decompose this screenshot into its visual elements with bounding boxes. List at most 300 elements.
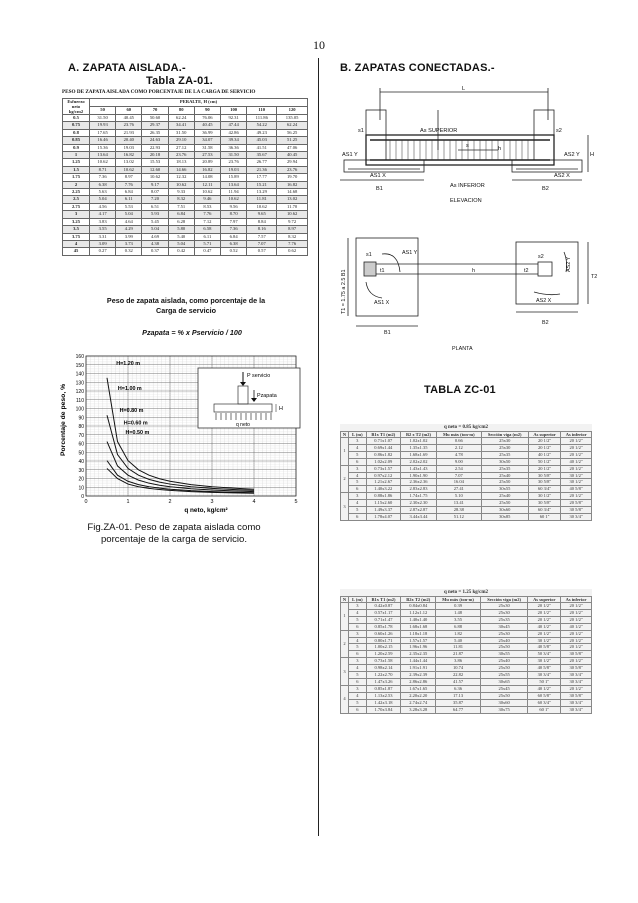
table-cell: 135.05	[277, 115, 308, 122]
table-cell: 25x50	[481, 500, 528, 507]
table-cell: 4	[349, 665, 367, 672]
table-cell: 30 1/2"	[528, 493, 561, 500]
table-row	[341, 493, 592, 500]
table-cell: 25x40	[480, 637, 527, 644]
table-cell: 23.76	[221, 159, 247, 166]
table-cell: 19.70	[277, 174, 308, 181]
table-cell: 39.34	[221, 137, 247, 144]
series-label: H=0.60 m	[123, 420, 148, 427]
col-header-80: 80	[168, 107, 194, 115]
table-row	[341, 692, 592, 699]
table-cell: 6.84	[221, 233, 247, 240]
group-n: 2	[341, 465, 349, 493]
table-cell: 19.03	[221, 166, 247, 173]
table-cell: 30 5/8"	[528, 500, 561, 507]
table-cell: 0.62	[277, 248, 308, 255]
row-stress: 3	[63, 211, 90, 218]
table-cell: 10.74	[436, 665, 481, 672]
table-cell: 20 1/2"	[528, 616, 561, 623]
table-cell: 3.73	[116, 240, 142, 247]
table-cell: 60 3/4"	[528, 699, 561, 706]
series-label: H=1.20 m	[116, 360, 141, 367]
caption-line-2: porcentaje de la carga de servicio.	[100, 534, 248, 545]
table-cell: 0.71x1.07	[366, 438, 401, 445]
table-cell: 0.57	[247, 248, 277, 255]
table-row	[341, 678, 592, 685]
table-cell: 8.32	[277, 233, 308, 240]
table-cell: 25x30	[481, 444, 528, 451]
table-cell: 9.65	[247, 211, 277, 218]
table-cell: 40.45	[194, 122, 220, 129]
x-tick-label: 0	[84, 499, 88, 505]
plan-b1: B1	[384, 330, 391, 336]
inset-h: H	[279, 406, 283, 412]
elev-as-sup: As SUPERIOR	[420, 128, 458, 134]
table-cell: 21.36	[247, 166, 277, 173]
elev-as2x: AS2 X	[554, 173, 570, 179]
y-tick-label: 60	[78, 441, 84, 448]
table-cell: 20 1/2"	[528, 609, 561, 616]
table-cell: 49.23	[247, 129, 277, 136]
table-cell: 1.91x1.91	[401, 665, 436, 672]
table-cell: 2.30x2.30	[401, 500, 437, 507]
table-row	[63, 115, 308, 122]
table-cell: 62.24	[168, 115, 194, 122]
table-row	[63, 196, 308, 203]
table-row	[341, 699, 592, 706]
table-cell: 3.44x3.44	[401, 513, 437, 520]
table-cell: 20 1/2"	[561, 637, 592, 644]
corner-line-3: kg/cm2	[68, 109, 84, 114]
section-a-subheading: Tabla ZA-01.	[146, 75, 213, 87]
table-cell: 30 3/4"	[528, 672, 561, 679]
table-cell: 0.85x1.87	[366, 685, 401, 692]
table-cell: 0.88x1.86	[366, 493, 401, 500]
table-cell: 40 5/8"	[561, 486, 592, 493]
table-cell: 3.09	[90, 240, 116, 247]
table-cell: 5.10	[437, 493, 482, 500]
table-cell: 21.87	[436, 651, 481, 658]
table-cell: 11.81	[247, 196, 277, 203]
table-cell: 40 1/2"	[528, 623, 561, 630]
table-cell: 5	[349, 644, 367, 651]
table-cell: 25x40	[481, 472, 528, 479]
table-cell: 1.35x1.35	[401, 444, 437, 451]
table-cell: 6	[349, 623, 367, 630]
chart-formula: Pzapata = % x Pservicio / 100	[142, 328, 242, 337]
elev-b2: B2	[542, 186, 549, 192]
row-stress: 0.75	[63, 122, 90, 129]
table-cell: 5.45	[142, 218, 168, 225]
table-cell: 19.93	[90, 122, 116, 129]
table-cell: 26.77	[247, 159, 277, 166]
table-cell: 10.62	[90, 159, 116, 166]
table-row	[341, 644, 592, 651]
y-tick-label: 90	[78, 415, 84, 422]
table-cell: 4.17	[90, 211, 116, 218]
plan-as2x: AS2 X	[536, 298, 552, 304]
table-cell: 20 1/2"	[528, 603, 561, 610]
table-top-label: q neto = 1.25 kg/cm2	[443, 590, 489, 595]
table-cell: 40 1/2"	[561, 623, 592, 630]
table-row	[341, 486, 592, 493]
table-cell: 42.86	[221, 129, 247, 136]
table-row	[63, 174, 308, 181]
zc01-heading: TABLA ZC-01	[424, 384, 496, 396]
row-stress: 3.25	[63, 218, 90, 225]
table-cell: 13.29	[247, 189, 277, 196]
table-cell: 13.02	[116, 159, 142, 166]
zc-header: Sección viga (m2)	[481, 432, 528, 438]
table-cell: 5.40	[168, 233, 194, 240]
table-cell: 13.64	[90, 152, 116, 159]
table-cell: 1.74x1.75	[401, 493, 437, 500]
elev-big-h: H	[590, 152, 595, 158]
col-header-100: 100	[221, 107, 247, 115]
table-cell: 20.18	[142, 152, 168, 159]
table-cell: 30 5/8"	[561, 692, 592, 699]
elev-l: L	[462, 86, 466, 92]
table-cell: 25x30	[480, 609, 527, 616]
table-cell: 60 1"	[528, 513, 561, 520]
table-cell: 34.41	[168, 122, 194, 129]
table-cell: 6.11	[116, 196, 142, 203]
zc-header: As inferior	[561, 432, 592, 438]
table-cell: 2.86x2.86	[401, 678, 436, 685]
zc-header: As superior	[528, 597, 561, 603]
zc-header: B2x T2 (m2)	[401, 597, 436, 603]
table-cell: 30 3/4"	[561, 513, 592, 520]
caption-line-1: Fig.ZA-01. Peso de zapata aislada como	[87, 522, 261, 533]
table-cell: 4	[349, 472, 366, 479]
table-cell: 20 1/2"	[561, 444, 592, 451]
table-cell: 7.76	[194, 211, 220, 218]
table-cell: 7.20	[142, 196, 168, 203]
elev-s1: s1	[358, 128, 364, 134]
plan-t2: t2	[524, 268, 529, 274]
elev-as-inf: As INFERIOR	[450, 183, 485, 189]
table-row	[63, 181, 308, 188]
table-cell: 92.31	[221, 115, 247, 122]
plan-h: h	[472, 268, 475, 274]
table-cell: 1.96x1.96	[401, 644, 436, 651]
table-cell: 23.76	[277, 166, 308, 173]
table-row	[63, 240, 308, 247]
table-cell: 15.36	[90, 144, 116, 151]
table-cell: 4.29	[116, 226, 142, 233]
inset-q-neto: q neto	[236, 422, 250, 428]
table-cell: 0.84x0.84	[401, 603, 436, 610]
table-cell: 0.97x2.12	[366, 472, 401, 479]
table-cell: 3.55	[90, 226, 116, 233]
y-tick-label: 50	[78, 450, 84, 457]
elev-as2y: AS2 Y	[564, 152, 580, 158]
table-cell: 14.66	[168, 166, 194, 173]
table-cell: 8.07	[142, 189, 168, 196]
row-stress: 3.5	[63, 226, 90, 233]
table-cell: 8.53	[194, 203, 220, 210]
table-cell: 0.47	[194, 248, 220, 255]
table-cell: 30 5/8"	[561, 651, 592, 658]
table-cell: 4.78	[437, 451, 482, 458]
table-cell: 20 1/2"	[528, 444, 561, 451]
table-cell: 5.63	[90, 189, 116, 196]
table-row	[341, 706, 592, 713]
table-cell: 25x30	[481, 438, 528, 445]
percentage-chart	[56, 346, 306, 516]
table-cell: 25x35	[481, 465, 528, 472]
elev-s: s	[466, 143, 469, 149]
table-row	[341, 637, 592, 644]
table-cell: 1.43x1.43	[401, 465, 437, 472]
table-cell: 30x65	[480, 678, 527, 685]
col-header-70: 70	[142, 107, 168, 115]
page-number: 10	[313, 38, 325, 52]
table-cell: 4	[349, 444, 366, 451]
table-cell: 60 3/4"	[528, 507, 561, 514]
table-row	[341, 623, 592, 630]
table-cell: 1.15x2.60	[366, 500, 401, 507]
table-cell: 3	[349, 658, 367, 665]
table-row	[341, 630, 592, 637]
table-cell: 30x45	[480, 623, 527, 630]
plan-s1: s1	[366, 252, 372, 258]
table-cell: 5.04	[116, 211, 142, 218]
series-label: H=0.50 m	[125, 429, 150, 436]
table-cell: 15.89	[221, 174, 247, 181]
elev-b1: B1	[376, 186, 383, 192]
table-cell: 1.47x3.26	[366, 678, 401, 685]
table-cell: 41.51	[247, 144, 277, 151]
corner-line-1: Esfuerzo	[67, 99, 85, 104]
plan-as1y: AS1 Y	[402, 250, 418, 256]
zc01-table-085	[340, 424, 592, 521]
table-cell: 20 1/2"	[528, 438, 561, 445]
table-cell: 1.68x1.69	[401, 451, 437, 458]
footing-inset	[198, 368, 300, 428]
table-row	[63, 226, 308, 233]
table-cell: 0.37	[142, 248, 168, 255]
table-cell: 60 3/4"	[528, 486, 561, 493]
table-cell: 0.39	[436, 603, 481, 610]
group-n: 1	[341, 603, 349, 631]
table-cell: 5.71	[194, 240, 220, 247]
series-label: H=0.80 m	[119, 408, 144, 414]
table-cell: 30 5/8"	[561, 507, 592, 514]
table-cell: 3	[349, 630, 367, 637]
table-cell: 40 5/8"	[528, 644, 561, 651]
table-cell: 4.69	[142, 233, 168, 240]
table-cell: 1.70x3.84	[366, 706, 401, 713]
table-cell: 6.11	[194, 233, 220, 240]
table-cell: 9.17	[142, 181, 168, 188]
table-cell: 40 5/8"	[528, 665, 561, 672]
table-cell: 9.00	[437, 458, 482, 465]
table-cell: 3.86	[436, 658, 481, 665]
table-cell: 6.84	[168, 211, 194, 218]
row-stress: 0.8	[63, 129, 90, 136]
table-cell: 29.94	[277, 159, 308, 166]
table-cell: 64.77	[436, 706, 481, 713]
table-cell: 36.36	[221, 144, 247, 151]
table-cell: 0.57x1.17	[366, 609, 401, 616]
inset-p-zapata: Pzapata	[257, 393, 277, 399]
table-cell: 3.55	[436, 616, 481, 623]
table-cell: 3.83	[90, 218, 116, 225]
table-cell: 27.12	[168, 144, 194, 151]
table-cell: 0.42	[168, 248, 194, 255]
table-cell: 30x55	[480, 651, 527, 658]
table-cell: 1.12x1.12	[401, 609, 436, 616]
table-cell: 9.56	[221, 203, 247, 210]
table-cell: 25x30	[480, 630, 527, 637]
table-cell: 5.04	[168, 240, 194, 247]
chart-title	[88, 296, 284, 316]
table-cell: 25x35	[480, 616, 527, 623]
row-stress: 1.5	[63, 166, 90, 173]
table-cell: 25x50	[480, 665, 527, 672]
table-cell: 2.36x2.36	[401, 479, 437, 486]
table-cell: 8.84	[247, 218, 277, 225]
y-tick-label: 20	[78, 476, 84, 483]
x-tick-label: 2	[168, 499, 172, 505]
table-cell: 6	[349, 706, 367, 713]
table-cell: 9.46	[194, 196, 220, 203]
chart-y-label: Porcentaje de peso, %	[60, 383, 67, 456]
table-cell: 12.60	[142, 166, 168, 173]
table-cell: 30 3/4"	[561, 678, 592, 685]
table-cell: 3	[349, 493, 366, 500]
table-cell: 111.86	[247, 115, 277, 122]
table-row	[63, 159, 308, 166]
table-cell: 1.22x2.70	[366, 672, 401, 679]
table-row	[341, 603, 592, 610]
table-row	[63, 218, 308, 225]
table-cell: 1.49x3.37	[366, 507, 401, 514]
table-cell: 1.90x1.90	[401, 472, 437, 479]
table-cell: 8.97	[277, 226, 308, 233]
table-cell: 25x45	[480, 685, 527, 692]
table-cell: 10.62	[247, 203, 277, 210]
table-row	[63, 166, 308, 173]
inset-p-servicio: P servicio	[247, 373, 271, 379]
zc-header: B1x T1 (m2)	[366, 597, 401, 603]
table-cell: 7.51	[168, 203, 194, 210]
table-row	[341, 609, 592, 616]
table-cell: 9.33	[168, 189, 194, 196]
table-cell: 9.72	[277, 218, 308, 225]
chart-title-line-1: Peso de zapata aislada, como porcentaje de la	[106, 296, 266, 305]
table-row	[341, 438, 592, 445]
table-cell: 10.62	[221, 196, 247, 203]
table-cell: 3.31	[90, 233, 116, 240]
table-row	[341, 472, 592, 479]
col-header-50: 50	[90, 107, 116, 115]
table-cell: 6.36	[436, 685, 481, 692]
y-tick-label: 0	[81, 494, 84, 500]
y-tick-label: 80	[78, 424, 84, 430]
elev-as1y: AS1 Y	[342, 152, 358, 158]
table-cell: 7.36	[221, 226, 247, 233]
table-cell: 29.37	[142, 122, 168, 129]
table-cell: 30x60	[481, 507, 528, 514]
table-cell: 18.13	[168, 159, 194, 166]
y-tick-label: 120	[75, 389, 84, 395]
table-cell: 5.93	[142, 211, 168, 218]
x-tick-label: 1	[126, 499, 130, 505]
plan-t2-dim: T2	[591, 274, 598, 280]
table-cell: 12.11	[194, 181, 220, 188]
table-cell: 1.44x1.44	[401, 658, 436, 665]
series-label: H=1.00 m	[117, 386, 142, 393]
table-cell: 7.36	[90, 174, 116, 181]
table-cell: 20 1/2"	[561, 493, 592, 500]
table-cell: 1.00x2.15	[366, 644, 401, 651]
row-stress: 2	[63, 181, 90, 188]
table-cell: 10.62	[277, 211, 308, 218]
table-cell: 20.40	[116, 137, 142, 144]
table-row	[63, 144, 308, 151]
table-cell: 4	[349, 609, 367, 616]
table-cell: 2.74x2.74	[401, 699, 436, 706]
table-cell: 20 1/2"	[561, 644, 592, 651]
table-cell: 23.76	[168, 152, 194, 159]
table-row	[63, 122, 308, 129]
table-cell: 5	[349, 699, 367, 706]
row-stress: 4	[63, 240, 90, 247]
table-cell: 20 1/2"	[561, 465, 592, 472]
table-cell: 5	[349, 616, 367, 623]
elev-as1x: AS1 X	[370, 173, 386, 179]
table-cell: 5	[349, 507, 366, 514]
table-cell: 1.13x2.53	[366, 692, 401, 699]
section-b-heading: B. ZAPATAS CONECTADAS.-	[340, 62, 495, 74]
table-cell: 25x30	[480, 603, 527, 610]
table-row	[341, 507, 592, 514]
table-cell: 1.40x1.40	[401, 616, 436, 623]
table-cell: 1.20x2.59	[366, 651, 401, 658]
table-cell: 50.60	[142, 115, 168, 122]
col-header-60: 60	[116, 107, 142, 115]
zc01-table-125	[340, 589, 592, 714]
table-cell: 8.32	[168, 196, 194, 203]
table-cell: 5	[349, 451, 366, 458]
section-a-heading: A. ZAPATA AISLADA.-	[68, 62, 186, 74]
table-cell: 28.38	[437, 507, 482, 514]
table-cell: 7.57	[247, 233, 277, 240]
table-cell: 15.21	[247, 181, 277, 188]
plan-as1x: AS1 X	[374, 300, 390, 306]
col-header-120: 120	[277, 107, 308, 115]
y-tick-label: 100	[75, 406, 84, 413]
table-cell: 30x50	[481, 458, 528, 465]
table-cell: 10.62	[142, 174, 168, 181]
plan-title: PLANTA	[452, 346, 473, 352]
table-cell: 40 1/2"	[561, 458, 592, 465]
table-cell: 1.48	[436, 609, 481, 616]
table-cell: 0.42x0.87	[366, 603, 401, 610]
table-row	[63, 248, 308, 255]
zc-header: L (m)	[349, 597, 367, 603]
table-cell: 20 1/2"	[528, 630, 561, 637]
table-cell: 30x75	[480, 706, 527, 713]
row-stress: 1.75	[63, 174, 90, 181]
chart-x-label: q neto, kg/cm²	[184, 507, 228, 514]
table-cell: 30 1/2"	[528, 658, 561, 665]
table-cell: 16.82	[277, 181, 308, 188]
table-cell: 2.02x2.02	[401, 458, 437, 465]
table-cell: 3.28x3.28	[401, 706, 436, 713]
